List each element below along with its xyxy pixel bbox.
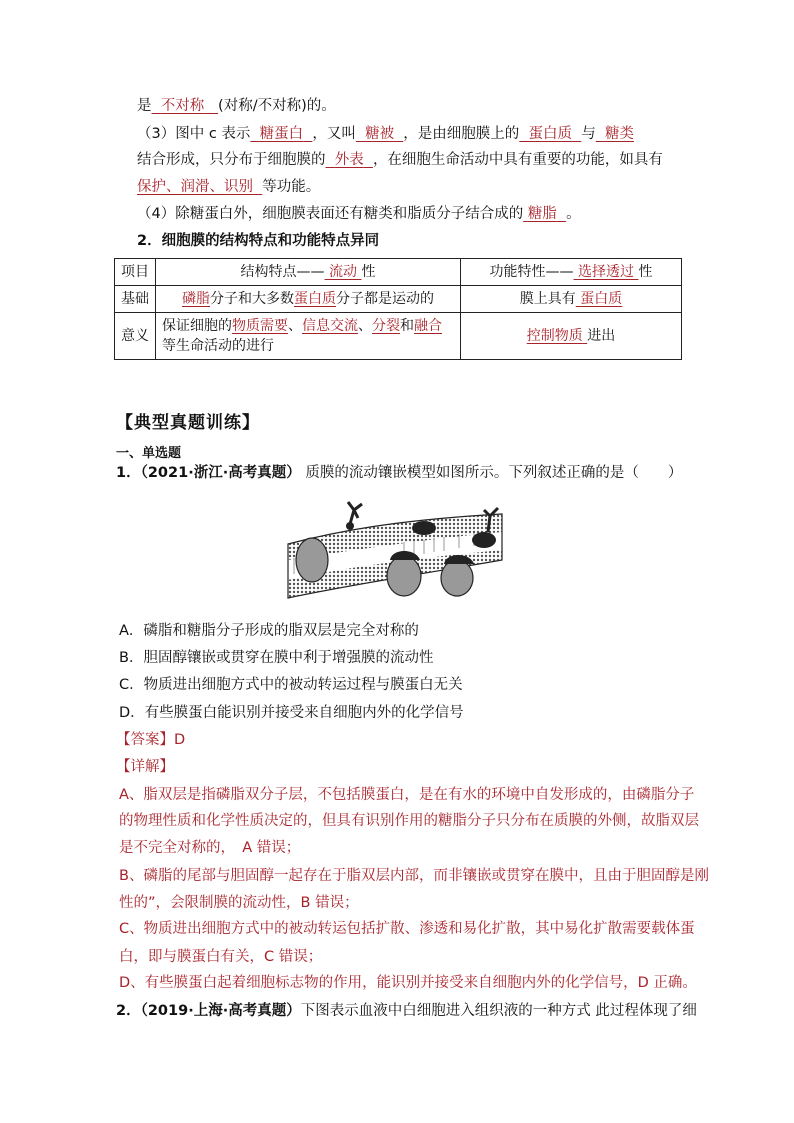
text: (对称/不对称)的。: [218, 98, 336, 114]
detail-line: 的物理性质和化学性质决定的，但具有识别作用的糖脂分子只分布在质膜的外侧，故脂双层: [119, 813, 699, 829]
membrane-model-figure: [284, 498, 506, 611]
answer-blank: 糖脂: [527, 206, 557, 222]
comparison-table: [114, 258, 682, 360]
table-cell: 结构特点—— 流动 性: [156, 259, 461, 286]
table-cell: 保证细胞的物质需要、信息交流、分裂和融合 等生命活动的进行: [156, 313, 461, 360]
subsection-heading: 2．细胞膜的结构特点和功能特点异同: [137, 233, 380, 249]
table-cell: 控制物质 进出: [461, 313, 682, 360]
detail-line: C、物质进出细胞方式中的被动转运包括扩散、渗透和易化扩散，其中易化扩散需要载体蛋: [119, 921, 695, 937]
question-stem: 2．（2019·上海·高考真题）下图表示血液中白细胞进入组织液的一种方式 此过程体现了细: [116, 1003, 697, 1019]
option-d: D．有些膜蛋白能识别并接受来自细胞内外的化学信号: [119, 705, 464, 721]
paragraph-line: 结合形成，只分布于细胞膜的 外表 ，在细胞生命活动中具有重要的功能，如具有: [137, 152, 663, 168]
question-stem: 1．（2021·浙江·高考真题） 质膜的流动镶嵌模型如图所示。下列叙述正确的是（ ）: [116, 465, 683, 481]
answer-blank: 外表: [334, 152, 364, 168]
answer-blank: 糖蛋白: [259, 126, 304, 142]
detail-line: 性的”，会限制膜的流动性，B 错误；: [119, 895, 359, 911]
table-cell: 意义: [115, 313, 156, 360]
paragraph-line: [137, 96, 336, 116]
paragraph-line: （4）除糖蛋白外，细胞膜表面还有糖类和脂质分子结合成的 糖脂 。: [137, 206, 581, 222]
answer-blank: 糖类: [604, 126, 634, 142]
detail-label: 【详解】: [116, 759, 174, 775]
table-cell: 基础: [115, 286, 156, 313]
detail-line: 是不完全对称的， A 错误；: [119, 840, 301, 856]
paragraph-line: 保护、润滑、识别 等功能。: [137, 179, 321, 195]
table-cell: 功能特性—— 选择透过 性: [461, 259, 682, 286]
option-c: C．物质进出细胞方式中的被动转运过程与膜蛋白无关: [119, 677, 463, 693]
detail-line: B、磷脂的尾部与胆固醇一起存在于脂双层内部，而非镶嵌或贯穿在膜中，且由于胆固醇是刚: [119, 868, 709, 884]
paragraph-line: （3）图中 c 表示 糖蛋白 ，又叫 糖被 ，是由细胞膜上的 蛋白质 与 糖类: [137, 126, 634, 142]
table-row: [115, 259, 682, 286]
answer-blank: 保护、润滑、识别: [137, 179, 253, 195]
answer-blank: 不对称: [160, 98, 205, 114]
answer-label: 【答案】D: [116, 732, 186, 748]
text: 是: [137, 98, 152, 114]
answer-blank: 蛋白质: [528, 126, 573, 142]
table-cell: 磷脂分子和大多数蛋白质分子都是运动的: [156, 286, 461, 313]
section-title: 【典型真题训练】: [116, 413, 260, 433]
option-a: A．磷脂和糖脂分子形成的脂双层是完全对称的: [119, 623, 419, 639]
detail-line: 白，即与膜蛋白有关，C 错误；: [119, 949, 323, 965]
table-cell: 膜上具有 蛋白质: [461, 286, 682, 313]
detail-line: A、脂双层是指磷脂双分子层，不包括膜蛋白，是在有水的环境中自发形成的，由磷脂分子: [119, 787, 695, 803]
answer-blank: 糖被: [365, 126, 395, 142]
option-b: B．胆固醇镶嵌或贯穿在膜中利于增强膜的流动性: [119, 650, 434, 666]
table-cell: 项目: [115, 259, 156, 286]
table-row: [115, 286, 682, 313]
subsection-heading: 一、单选题: [116, 446, 182, 461]
table-row: [115, 313, 682, 360]
detail-line: D、有些膜蛋白起着细胞标志物的作用，能识别并接受来自细胞内外的化学信号，D 正确。: [119, 975, 697, 991]
